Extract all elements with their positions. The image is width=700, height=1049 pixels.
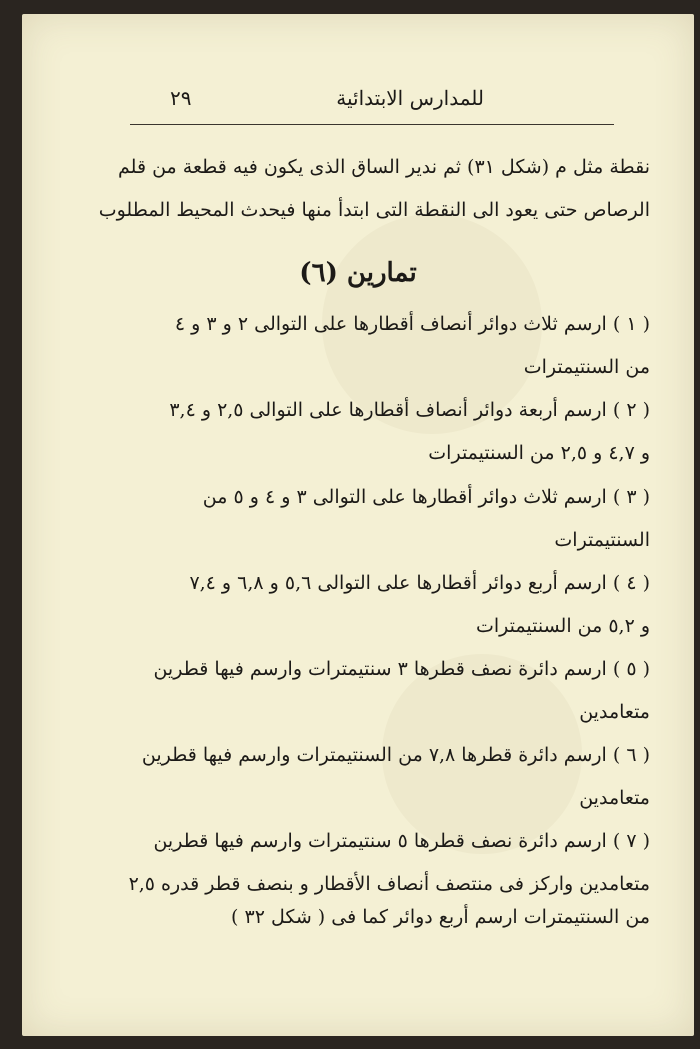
running-header (130, 84, 614, 128)
exercise-1-line-2: من السنتيمترات (523, 356, 650, 378)
exercise-4-line-2: و ٥,٢ من السنتيمترات (476, 615, 650, 637)
exercise-7-line-2: متعامدين واركز فى منتصف أنصاف الأقطار و بنصف قطر قدره ٢,٥ (128, 873, 650, 895)
exercise-1-line-1: ( ١ ) ارسم ثلاث دوائر أنصاف أقطارها على التوالى ٢ و ٣ و ٤ (174, 313, 650, 335)
exercise-3-line-2: السنتيمترات (554, 529, 650, 551)
exercise-6-line-2: متعامدين (579, 787, 650, 809)
header-rule (130, 124, 614, 125)
page-number: ٢٩ (170, 86, 192, 110)
intro-line-1: نقطة مثل م (شكل ٣١) ثم ندير الساق الذى يكون فيه قطعة من قلم (118, 156, 650, 178)
exercise-7-line-3: من السنتيمترات ارسم أربع دوائر كما فى ( شكل ٣٢ ) (231, 906, 650, 928)
exercise-7-line-1: ( ٧ ) ارسم دائرة نصف قطرها ٥ سنتيمترات وارسم فيها قطرين (153, 830, 650, 852)
exercise-2-line-2: و ٤,٧ و ٢,٥ من السنتيمترات (428, 442, 650, 464)
exercise-5-line-1: ( ٥ ) ارسم دائرة نصف قطرها ٣ سنتيمترات وارسم فيها قطرين (153, 658, 650, 680)
book-page (22, 14, 694, 1036)
exercise-3-line-1: ( ٣ ) ارسم ثلاث دوائر أقطارها على التوالى ٣ و ٤ و ٥ من (202, 486, 650, 508)
page-content (22, 14, 694, 1036)
exercise-5-line-2: متعامدين (579, 701, 650, 723)
exercise-2-line-1: ( ٢ ) ارسم أربعة دوائر أنصاف أقطارها على التوالى ٢,٥ و ٣,٤ (169, 399, 650, 421)
section-heading: تمارين (٦) (299, 258, 417, 288)
header-title: للمدارس الابتدائية (336, 86, 484, 110)
exercise-4-line-1: ( ٤ ) ارسم أربع دوائر أقطارها على التوالى ٥,٦ و ٦,٨ و ٧,٤ (189, 572, 650, 594)
intro-line-2: الرصاص حتى يعود الى النقطة التى ابتدأ منها فيحدث المحيط المطلوب (98, 199, 650, 221)
exercise-6-line-1: ( ٦ ) ارسم دائرة قطرها ٧,٨ من السنتيمترات وارسم فيها قطرين (141, 744, 650, 766)
